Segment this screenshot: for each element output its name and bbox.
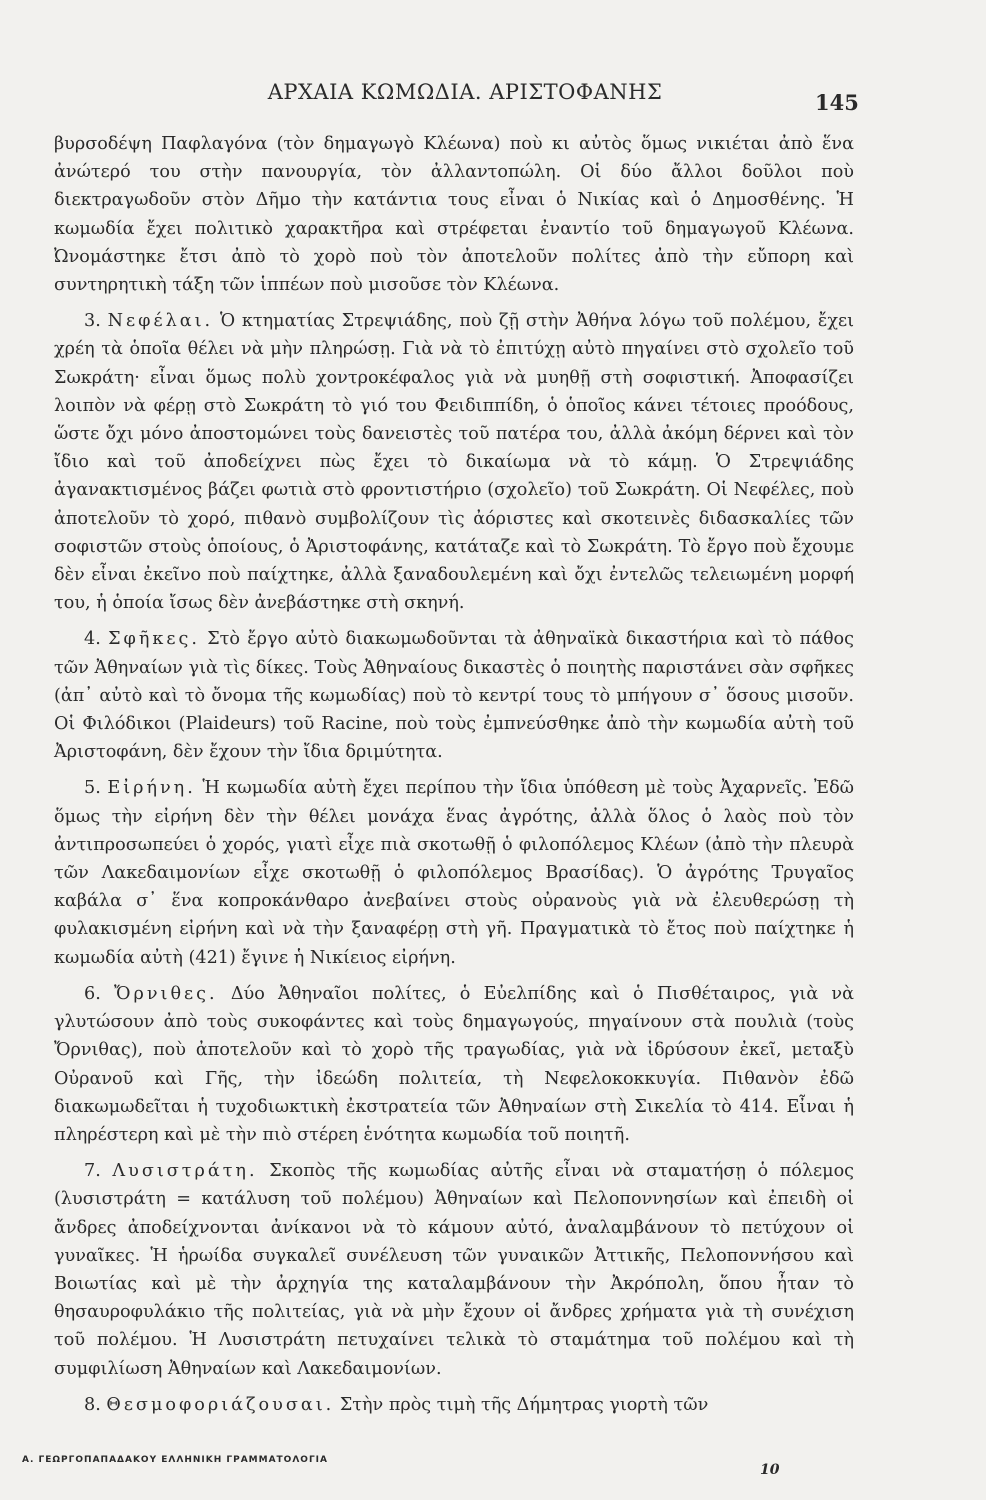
section-3 — [54, 307, 854, 617]
running-header: ΑΡΧΑΙΑ ΚΩΜΩΔΙΑ. ΑΡΙΣΤΟΦΑΝΗΣ — [267, 80, 663, 104]
section-8 — [54, 1391, 854, 1419]
signature-mark: 10 — [760, 1462, 780, 1478]
section-heading: Θεσμοφοριάζουσαι. — [106, 1394, 335, 1415]
section-5 — [54, 774, 854, 971]
body-text — [54, 130, 854, 1419]
section-body: Στὴν πρὸς τιμὴ τῆς Δήμητρας γιορτὴ τῶν — [339, 1394, 709, 1415]
section-heading: Εἰρήνη. — [107, 778, 196, 799]
intro-paragraph: βυρσοδέψη Παφλαγόνα (τὸν δημαγωγὸ Κλέωνα) ποὺ κι αὐτὸς ὅμως νικιέται ἀπὸ ἕνα ἀνώτερό του στὴν πανουργία, τὸν ἀλλαντοπώλη. Οἱ δύο ἄλλοι δοῦλοι ποὺ διεκτραγωδοῦν στὸν Δῆμο τὴν κατάντια τους εἶναι ὁ Νικίας καὶ ὁ Δημοσθένης. Ἡ κωμωδία ἔχει πολιτικὸ χαρακτῆρα καὶ στρέφεται ἐναντίο τοῦ δημαγωγοῦ Κλέωνα. Ὠνομάστηκε ἔτσι ἀπὸ τὸ χορὸ ποὺ τὸν ἀποτελοῦν πολίτες ἀπὸ τὴν εὔπορη καὶ συντηρητικὴ τάξη τῶν ἱππέων ποὺ μισοῦσε τὸν Κλέωνα. — [54, 134, 854, 296]
section-heading: Ὄρνιθες. — [114, 983, 218, 1004]
section-number: 6. — [84, 983, 101, 1004]
section-number: 3. — [84, 311, 101, 332]
section-body: Δύο Ἀθηναῖοι πολίτες, ὁ Εὐελπίδης καὶ ὁ Πισθέταιρος, γιὰ νὰ γλυτώσουν ἀπὸ τοὺς συκοφάντες καὶ τοὺς δημαγωγούς, πηγαίνουν στὰ πουλιὰ (τοὺς Ὄρνιθας), ποὺ ἀποτελοῦν καὶ τὸ χορὸ τῆς τραγωδίας, γιὰ νὰ ἱδρύσουν ἐκεῖ, μεταξὺ Οὐρανοῦ καὶ Γῆς, τὴν ἰδεώδη πολιτεία, τὴ Νεφελοκοκκυγία. Πιθανὸν ἐδῶ διακωμωδεῖται ἡ τυχοδιωκτικὴ ἐκστρατεία τῶν Ἀθηναίων στὴ Σικελία τὸ 414. Εἶναι ἡ πληρέστερη καὶ μὲ τὴν πιὸ στέρεη ἑνότητα κωμωδία τοῦ ποιητῆ. — [54, 983, 854, 1145]
section-number: 7. — [84, 1161, 101, 1182]
section-number: 4. — [84, 629, 101, 650]
section-4 — [54, 625, 854, 766]
section-body: Σκοπὸς τῆς κωμωδίας αὐτῆς εἶναι νὰ σταματήσῃ ὁ πόλεμος (λυσιστράτη = κατάλυση τοῦ πολέμου) Ἀθηναίων καὶ Πελοποννησίων καὶ ἐπειδὴ οἱ ἄνδρες ἀποδείχνονται ἀνίκανοι νὰ τὸ κάμουν αὐτό, ἀναλαμβάνουν τὸ πετύχουν οἱ γυναῖκες. Ἡ ἡρωίδα συγκαλεῖ συνέλευση τῶν γυναικῶν Ἀττικῆς, Πελοποννήσου καὶ Βοιωτίας καὶ μὲ τὴν ἀρχηγία της καταλαμβάνουν τὴν Ἀκρόπολη, ὅπου ἦταν τὸ θησαυροφυλάκιο τῆς πολιτείας, γιὰ νὰ μὴν ἔχουν οἱ ἄνδρες χρήματα γιὰ τὴ συνέχιση τοῦ πολέμου. Ἡ Λυσιστράτη πετυχαίνει τελικὰ τὸ σταμάτημα τοῦ πολέμου καὶ τὴ συμφιλίωση Ἀθηναίων καὶ Λακεδαιμονίων. — [54, 1161, 855, 1379]
page-number: 145 — [815, 90, 859, 115]
section-number: 5. — [84, 778, 101, 799]
section-7 — [54, 1157, 854, 1383]
section-body: Ἡ κωμωδία αὐτὴ ἔχει περίπου τὴν ἴδια ὑπόθεση μὲ τοὺς Ἀχαρνεῖς. Ἐδῶ ὅμως τὴν εἰρήνη δὲν τὴν θέλει μονάχα ἕνας ἀγρότης, ἀλλὰ ὅλος ὁ λαὸς ποὺ τὸν ἀντιπροσωπεύει ὁ χορός, γιατὶ εἶχε πιὰ σκοτωθῇ ὁ φιλοπόλεμος Κλέων (ἀπὸ τὴν πλευρὰ τῶν Λακεδαιμονίων εἶχε σκοτωθῇ ὁ φιλοπόλεμος Βρασίδας). Ὁ ἀγρότης Τρυγαῖος καβάλα σ᾿ ἕνα κοπροκάνθαρο ἀνεβαίνει στοὺς οὐρανοὺς γιὰ νὰ ἐλευθερώσῃ τὴ φυλακισμένη εἰρήνη καὶ νὰ τὴν ξαναφέρῃ στὴ γῆ. Πραγματικὰ τὸ ἔτος ποὺ παίχτηκε ἡ κωμωδία αὐτὴ (421) ἔγινε ἡ Νικίειος εἰρήνη. — [54, 778, 855, 968]
section-heading: Λυσιστράτη. — [112, 1161, 258, 1182]
section-number: 8. — [84, 1394, 101, 1415]
section-body: Ὁ κτηματίας Στρεψιάδης, ποὺ ζῇ στὴν Ἀθήνα λόγω τοῦ πολέμου, ἔχει χρέη τὰ ὁποῖα θέλει νὰ μὴν πληρώσῃ. Γιὰ νὰ τὸ ἐπιτύχῃ αὐτὸ πηγαίνει στὸ σχολεῖο τοῦ Σωκράτη· εἶναι ὅμως πολὺ χοντροκέφαλος γιὰ νὰ μυηθῇ στὴ σοφιστική. Ἀποφασίζει λοιπὸν νὰ φέρῃ στὸ Σωκράτη τὸ γιό του Φειδιππίδη, ὁ ὁποῖος κάνει τέτοιες προόδους, ὥστε ὄχι μόνο ἀποστομώνει τοὺς δανειστὲς τοῦ πατέρα του, ἀλλὰ ἀκόμη δέρνει καὶ τὸν ἴδιο καὶ τοῦ ἀποδείχνει πὼς ἔχει τὸ δικαίωμα νὰ τὸ κάμῃ. Ὁ Στρεψιάδης ἀγανακτισμένος βάζει φωτιὰ στὸ φροντιστήριο (σχολεῖο) τοῦ Σωκράτη. Οἱ Νεφέλες, ποὺ ἀποτελοῦν τὸ χορό, πιθανὸ συμβολίζουν τὶς ἀόριστες καὶ σκοτεινὲς διδασκαλίες τῶν σοφιστῶν στοὺς ὁποίους, ὁ Ἀριστοφάνης, κατάταζε καὶ τὸ Σωκράτη. Τὸ ἔργο ποὺ ἔχουμε δὲν εἶναι ἐκεῖνο ποὺ παίχτηκε, ἀλλὰ ξαναδουλεμένη καὶ ὄχι ἐντελῶς τελειωμένη μορφή του, ἡ ὁποία ἴσως δὲν ἀνεβάστηκε στὴ σκηνή. — [54, 311, 854, 614]
section-6 — [54, 980, 854, 1149]
section-body: Στὸ ἔργο αὐτὸ διακωμωδοῦνται τὰ ἀθηναϊκὰ δικαστήρια καὶ τὸ πάθος τῶν Ἀθηναίων γιὰ τὶς δίκες. Τοὺς Ἀθηναίους δικαστὲς ὁ ποιητὴς παριστάνει σὰν σφῆκες (ἀπ᾿ αὐτὸ καὶ τὸ ὄνομα τῆς κωμωδίας) ποὺ τὸ κεντρί τους τὸ μπήγουν σ᾿ ὅσους μισοῦν. Οἱ Φιλόδικοι (Plaideurs) τοῦ Racine, ποὺ τοὺς ἐμπνεύσθηκε ἀπὸ τὴν κωμωδία αὐτὴ τοῦ Ἀριστοφάνη, δὲν ἔχουν τὴν ἴδια δριμύτητα. — [54, 629, 855, 763]
section-heading: Νεφέλαι. — [107, 311, 214, 332]
section-heading: Σφῆκες. — [108, 629, 200, 650]
footer-imprint: Α. ΓΕΩΡΓΟΠΑΠΑΔΑΚΟΥ ΕΛΛΗΝΙΚΗ ΓΡΑΜΜΑΤΟΛΟΓΙΑ — [22, 1455, 328, 1465]
